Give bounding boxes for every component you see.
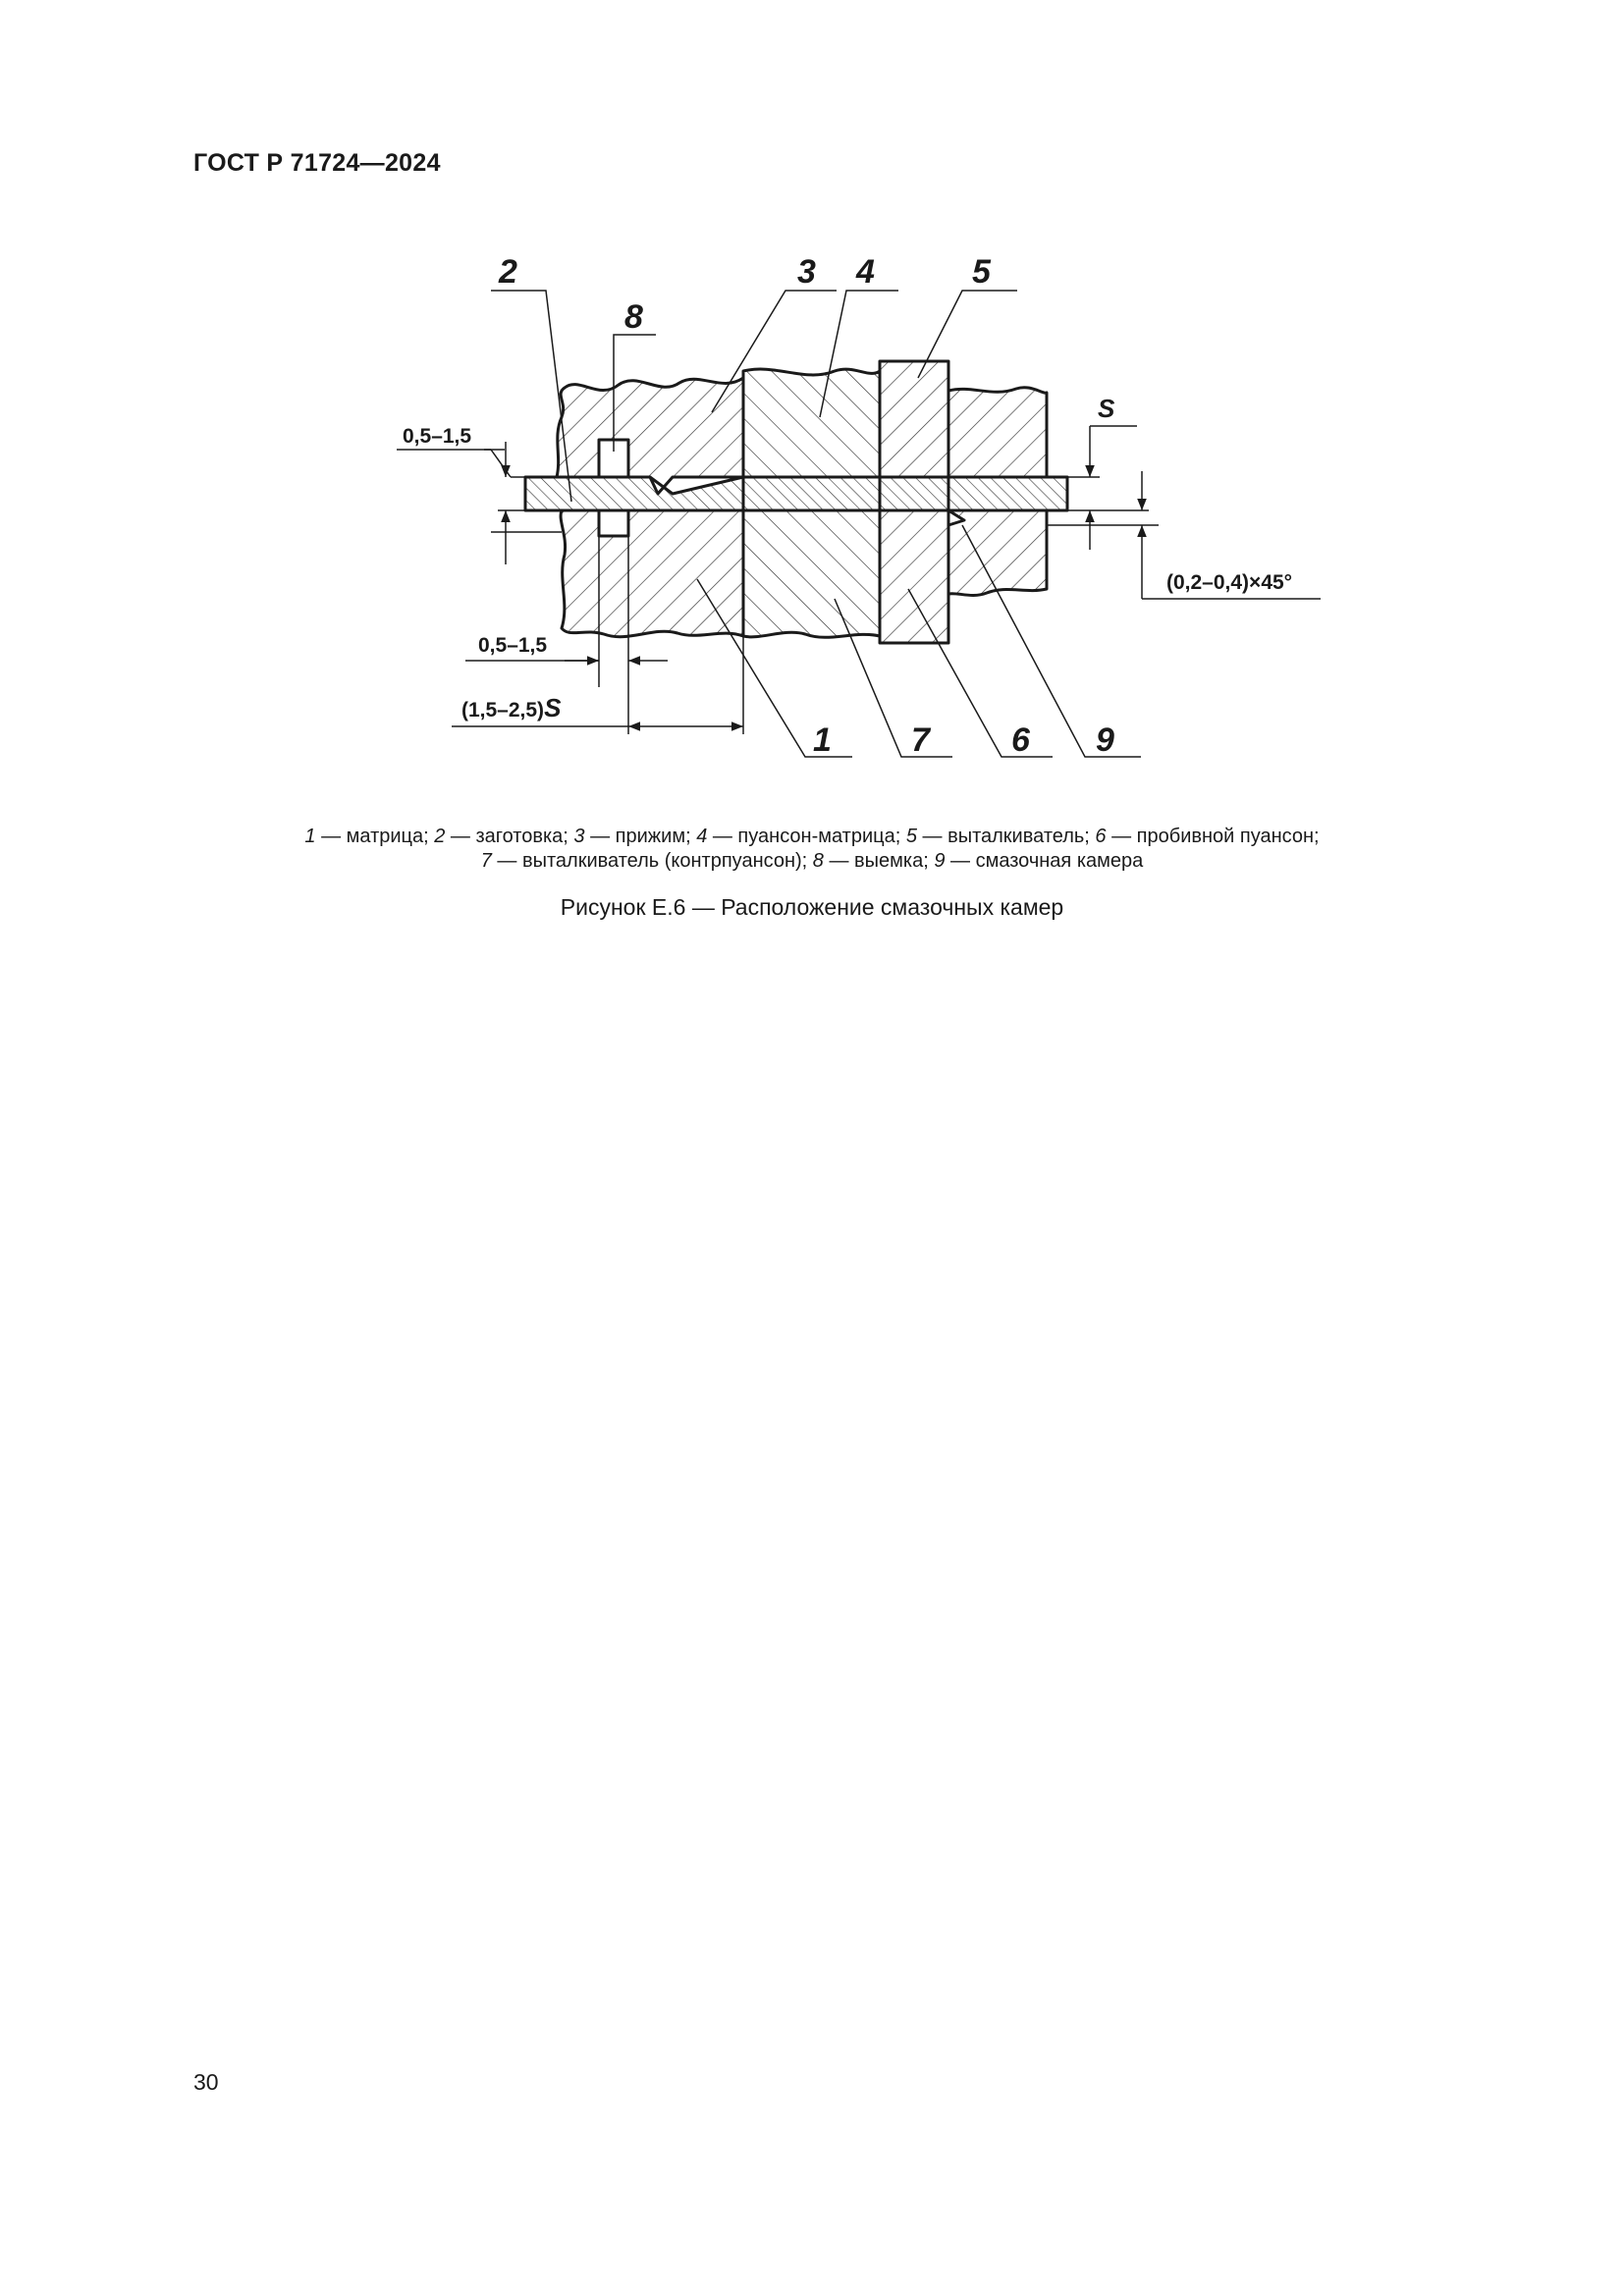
document-header: ГОСТ Р 71724—2024	[193, 149, 441, 177]
part-upper-right-body	[948, 388, 1047, 477]
callout-5: 5	[972, 253, 991, 291]
legend-text: — пробивной пуансон;	[1106, 826, 1320, 847]
part-workpiece	[525, 477, 1067, 510]
legend-number: 1	[304, 826, 316, 847]
legend-text: — матрица;	[315, 826, 435, 847]
callout-2: 2	[499, 253, 517, 291]
legend-number: 7	[480, 850, 492, 872]
part-ejector-upper	[880, 361, 948, 477]
legend-text: — выталкиватель;	[916, 826, 1096, 847]
legend-number: 5	[905, 826, 917, 847]
page-number: 30	[193, 2069, 219, 2095]
legend-text: — пуансон-матрица;	[707, 826, 906, 847]
part-piercing-punch	[880, 510, 948, 643]
legend-text: — выемка;	[823, 850, 935, 872]
legend-text: — смазочная камера	[945, 850, 1144, 872]
part-die	[561, 510, 743, 637]
legend-text: — выталкиватель (контрпуансон);	[491, 850, 813, 872]
callout-4: 4	[856, 253, 875, 291]
legend-number: 3	[573, 826, 585, 847]
legend-text: — заготовка;	[445, 826, 574, 847]
legend-number: 9	[934, 850, 946, 872]
callout-1: 1	[813, 721, 832, 759]
legend-number: 2	[434, 826, 446, 847]
dimension-top-left: 0,5–1,5	[403, 425, 472, 448]
callout-6: 6	[1011, 721, 1030, 759]
figure-caption: Рисунок Е.6 — Расположение смазочных камер	[560, 894, 1064, 920]
legend-text: — прижим;	[584, 826, 697, 847]
part-recess-lower	[599, 510, 628, 536]
part-punch-die	[743, 369, 880, 477]
callout-8: 8	[624, 298, 643, 336]
dimension-thickness: S	[1098, 394, 1115, 423]
legend-line-1	[0, 825, 1624, 849]
dimension-chamfer: (0,2–0,4)×45°	[1166, 571, 1293, 594]
callout-7: 7	[911, 721, 930, 759]
legend-number: 8	[812, 850, 824, 872]
dimension-bottom-left: (1,5–2,5)S	[461, 693, 562, 722]
callout-3: 3	[797, 253, 816, 291]
callout-9: 9	[1096, 721, 1114, 759]
part-lower-right-body	[948, 510, 1047, 595]
legend-number: 6	[1095, 826, 1107, 847]
technical-drawing	[0, 0, 1624, 785]
part-counter-punch	[743, 510, 880, 637]
legend-line-2	[0, 849, 1624, 874]
figure-legend	[0, 825, 1624, 874]
dimension-mid-left: 0,5–1,5	[478, 634, 548, 657]
legend-number: 4	[696, 826, 708, 847]
